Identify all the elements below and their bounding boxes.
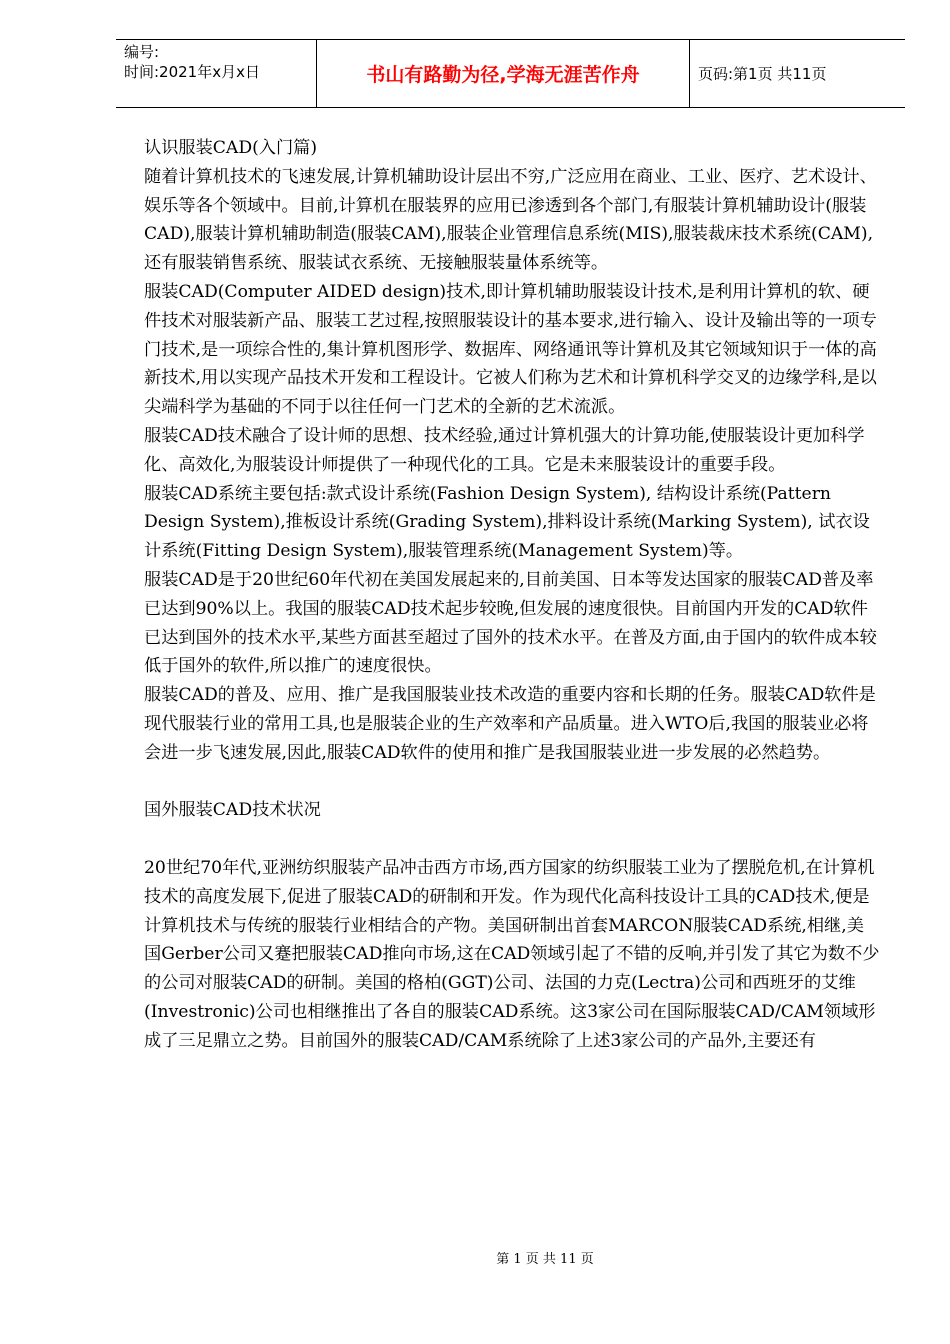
section-paragraph: 20世纪70年代,亚洲纺织服装产品冲击西方市场,西方国家的纺织服装工业为了摆脱危机,在计算机技术的高度发展下,促进了服装CAD的研制和开发。作为现代化高科技设计工具的CAD技术,便是计算机技术与传统的服装行业相结合的产物。美国研制出首套MARCON服装CAD系统,相继,美国Gerber公司又蹇把服装CAD推向市场,这在CAD领域引起了不错的反响,并引发了其它为数不少的公司对服装CAD的研制。美国的格柏(GGT)公司、法国的力克(Lectra)公司和西班牙的艾维(Investronic)公司也相继推出了各自的服装CAD系统。这3家公司在国际服装CAD/CAM领域形成了三足鼎立之势。目前国外的服装CAD/CAM系统除了上述3家公司的产品外,主要还有: [144, 857, 880, 1051]
spacer: [144, 768, 880, 797]
paragraph: 服装CAD的普及、应用、推广是我国服装业技术改造的重要内容和长期的任务。服装CAD软件是现代服装行业的常用工具,也是服装企业的生产效率和产品质量。进入WTO后,我国的服装业必将会进一步飞速发展,因此,服装CAD软件的使用和推广是我国服装业进一步发展的必然趋势。: [144, 685, 876, 763]
paragraph: 服装CAD系统主要包括:款式设计系统(Fashion Design System), 结构设计系统(Pattern Design System),推板设计系统(Grading System),排料设计系统(Marking System), 试衣设计系统(Fitting Design System),服装管理系统(Management System)等。: [144, 483, 870, 562]
header-meta: [116, 40, 316, 107]
page-footer: 第 1 页 共 11 页: [496, 1252, 594, 1267]
document-body: [144, 134, 880, 1056]
document-header: [116, 39, 905, 108]
paragraph: 服装CAD技术融合了设计师的思想、技术经验,通过计算机强大的计算功能,使服装设计更加科学化、高效化,为服装设计师提供了一种现代化的工具。它是未来服装设计的重要手段。: [144, 425, 865, 475]
document-title: 认识服装CAD(入门篇): [144, 138, 318, 158]
header-page-number: 页码:第1页 共11页: [698, 65, 827, 83]
document-time-label: 时间:2021年x月x日: [124, 63, 260, 81]
spacer: [144, 825, 880, 854]
paragraph: 服装CAD是于20世纪60年代初在美国发展起来的,目前美国、日本等发达国家的服装CAD普及率已达到90%以上。我国的服装CAD技术起步较晚,但发展的速度很快。目前国内开发的CAD软件已达到国外的技术水平,某些方面甚至超过了国外的技术水平。在普及方面,由于国内的软件成本较低于国外的软件,所以推广的速度很快。: [144, 569, 877, 677]
paragraph: 服装CAD(Computer AIDED design)技术,即计算机辅助服装设计技术,是利用计算机的软、硬件技术对服装新产品、服装工艺过程,按照服装设计的基本要求,进行输入、设计及输出等的一项专门技术,是一项综合性的,集计算机图形学、数据库、网络通讯等计算机及其它领域知识于一体的高新技术,用以实现产品技术开发和工程设计。它被人们称为艺术和计算机科学交叉的边缘学科,是以尖端科学为基础的不同于以往任何一门艺术的全新的艺术流派。: [144, 281, 877, 418]
header-motto: 书山有路勤为径,学海无涯苦作舟: [316, 40, 690, 107]
section-heading: 国外服装CAD技术状况: [144, 800, 321, 821]
document-number-label: 编号:: [124, 43, 160, 61]
paragraph: 随着计算机技术的飞速发展,计算机辅助设计层出不穷,广泛应用在商业、工业、医疗、艺术设计、娱乐等各个领域中。目前,计算机在服装界的应用已渗透到各个部门,有服装计算机辅助设计(服装CAD),服装计算机辅助制造(服装CAM),服装企业管理信息系统(MIS),服装裁床技术系统(CAM),还有服装销售系统、服装试衣系统、无接触服装量体系统等。: [144, 166, 877, 274]
